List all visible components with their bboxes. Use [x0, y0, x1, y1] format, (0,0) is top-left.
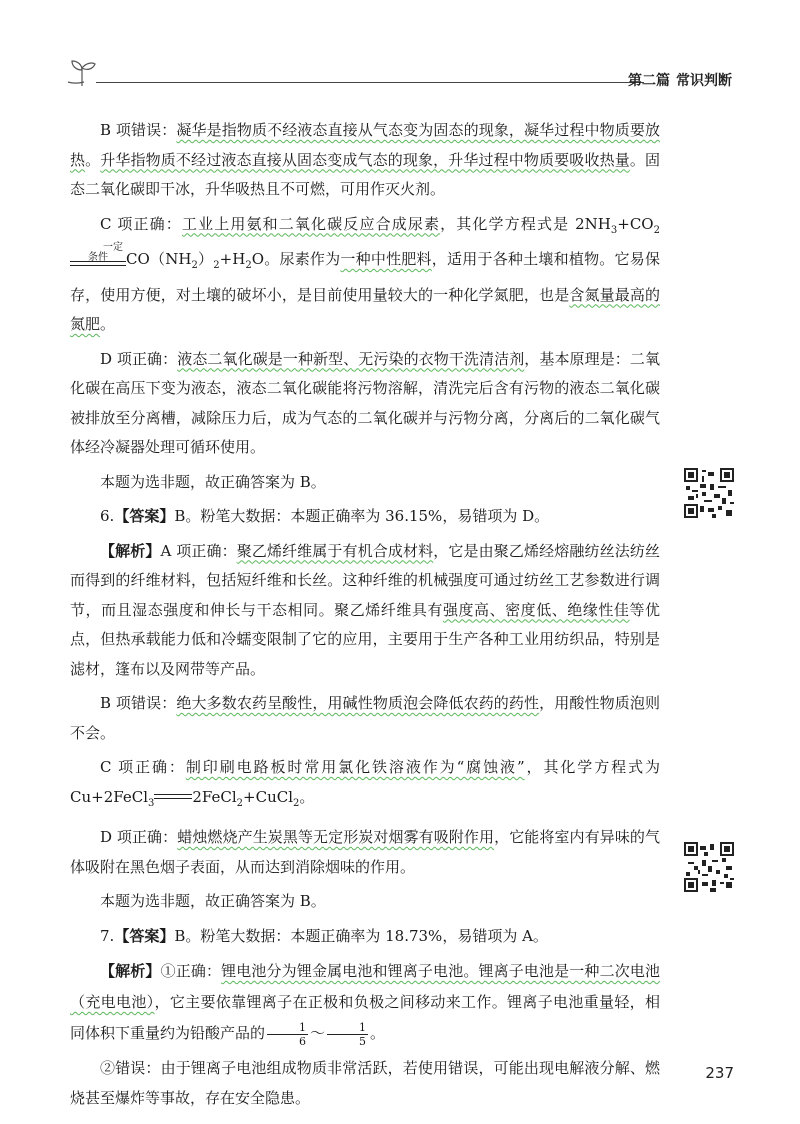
text: ，它能将室内有异味的气体吸附在黑色烟子表面，从而达到消除烟味的作用。: [70, 828, 660, 876]
analysis-q7-2: [70, 1054, 660, 1113]
formula-part: 2NH: [575, 214, 611, 233]
analysis-label: 【解析】: [100, 541, 161, 560]
key-point: 强度高、密度低、绝缘性佳: [442, 600, 630, 619]
formula-part: ）: [197, 250, 214, 268]
header-part: 第二篇: [628, 73, 670, 89]
formula-part: CO（NH: [126, 250, 192, 268]
key-point: 工业上用氨和二氧化碳反应合成尿素: [181, 214, 441, 233]
ferric-chloride-equation: [70, 787, 315, 809]
header-rule: [96, 82, 644, 83]
subscript: 2: [293, 797, 300, 809]
subscript: 2: [213, 260, 220, 271]
text: 。: [85, 150, 101, 169]
text: 。: [370, 1024, 386, 1042]
text: ，其化学方程式是: [440, 214, 570, 233]
header-title-text: 常识判断: [676, 73, 732, 89]
formula-part: +H: [219, 250, 246, 268]
numerator: 1: [267, 1021, 308, 1035]
subscript: 3: [148, 797, 155, 809]
text: ，它主要依靠锂离子在正极和负极之间移动来工作。锂离子电池重量轻，相同体积下重量约为铅酸产品的: [70, 993, 660, 1042]
analysis-q7-1: [70, 956, 660, 1049]
conclusion-q5: 本题为选非题，故正确答案为 B。: [100, 472, 326, 491]
analysis-q6-c: [70, 753, 660, 818]
sprout-icon: [64, 58, 100, 88]
equals-sign: [154, 794, 192, 799]
key-point: 液态二氧化碳是一种新型、无污染的衣物干洗清洁剂: [177, 349, 525, 368]
fraction-one-fifth: [327, 1021, 368, 1048]
key-point: 升华指物质不经过液态直接从固态变成气态的现象，升华过程中物质要吸收热量: [100, 150, 630, 169]
formula-part: 2FeCl: [192, 787, 237, 806]
key-point: 制印刷电路板时常用氯化铁溶液作为“腐蚀液”: [185, 758, 525, 776]
subscript: 3: [610, 224, 618, 236]
formula-part: 。: [299, 787, 315, 806]
text: ，用酸性物质泡则不会。: [70, 694, 660, 742]
key-point: 绝大多数农药呈酸性，用碱性物质泡会降低农药的药性: [176, 694, 540, 712]
item-lead: B 项错误：: [100, 694, 177, 712]
item-lead: D 项正确：: [100, 349, 178, 368]
text: 由于锂离子电池组成物质非常活跃，若使用错误，可能出现电解液分解、燃烧甚至爆炸等事故，存在安全隐患。: [70, 1059, 660, 1107]
page-number: 237: [705, 1064, 734, 1082]
denominator: 5: [359, 1034, 367, 1048]
formula-part: O。尿素作为: [251, 250, 341, 268]
text: 等优点，但热承载能力低和冷蠕变限制了它的应用，主要用于生产各种工业用纺织品，特别是滤材，篷布以及网带等产品。: [70, 600, 660, 678]
formula-part: +CO: [617, 214, 654, 233]
item-lead: A 项正确：: [160, 541, 237, 560]
answer-q6: [70, 502, 660, 532]
answer-label: 【答案】: [114, 926, 175, 945]
paragraph-c-correct: [70, 210, 660, 340]
formula-part: +CuCl: [243, 787, 294, 806]
item-lead: C 项正确：: [100, 214, 182, 233]
subscript: 2: [245, 260, 252, 271]
range-tilde: ～: [310, 1024, 326, 1042]
answer-text: B。粉笔大数据：本题正确率为 36.15%，易错项为 D。: [174, 507, 550, 525]
key-point: 一种中性肥料: [340, 250, 432, 268]
subscript: 2: [653, 224, 660, 236]
paragraph-b-error: [70, 116, 660, 205]
text: 。固态二氧化碳即干冰，升华吸热且不可燃，可用作灭火剂。: [70, 150, 660, 198]
page-body: [70, 116, 660, 1118]
key-point: 蜡烛燃烧产生炭黑等无定形炭对烟雾有吸附作用: [177, 828, 495, 846]
question-number: 6.: [100, 507, 115, 525]
paragraph-d-correct: [70, 345, 660, 463]
analysis-label: 【解析】: [100, 962, 161, 980]
qr-code-icon[interactable]: [684, 842, 734, 892]
item-lead: C 项正确：: [100, 758, 186, 776]
text: ，基本原理是：二氧化碳在高压下变为液态，液态二氧化碳能将污物溶解，清洗完后含有污物的液态二氧化碳被排放至分离槽，减除压力后，成为气态的二氧化碳并与污物分离，分离后的二氧化碳气体经冷凝器处理可循环使用。: [70, 349, 660, 456]
condition-text: 一定条件: [88, 242, 123, 263]
item-lead: D 项正确：: [100, 828, 178, 846]
key-point: 锂电池分为锂金属电池和锂离子电池。锂离子电池是一种二次电池（充电电池）: [70, 962, 660, 1011]
question-number: 7.: [100, 926, 115, 945]
header-section-title: [622, 70, 732, 90]
answer-label: 【答案】: [114, 507, 175, 525]
subscript: 2: [236, 797, 244, 809]
reaction-condition: [70, 242, 126, 266]
answer-text: B。粉笔大数据：本题正确率为 18.73%，易错项为 A。: [174, 926, 548, 945]
item-lead: ①正确：: [160, 962, 222, 980]
formula-part: Cu+2FeCl: [70, 787, 148, 806]
answer-q7: [70, 922, 660, 952]
key-point: 凝华是指物质不经液态直接从气态变为固态的现象，凝华过程中物质要放热: [70, 121, 660, 169]
analysis-q6-b: [70, 689, 660, 748]
conclusion-q6: 本题为选非题，故正确答案为 B。: [100, 892, 326, 910]
analysis-q6-d: [70, 823, 660, 882]
text: ，它是由聚乙烯经熔融纺丝法纺丝而得到的纤维材料，包括短纤维和长丝。这种纤维的机械强度可通过纺丝工艺参数进行调节，而且湿态强度和伸长与干态相同。聚乙烯纤维具有: [70, 541, 660, 619]
item-lead: B 项错误：: [100, 121, 177, 139]
key-point: 含氮量最高的氮肥: [70, 285, 660, 333]
fraction-one-sixth: [267, 1021, 308, 1048]
text: ，其化学方程式为: [524, 758, 660, 776]
denominator: 6: [299, 1034, 307, 1048]
item-lead: ②错误：: [100, 1059, 161, 1077]
text: 。: [100, 315, 116, 333]
key-point: 聚乙烯纤维属于有机合成材料: [236, 541, 434, 560]
numerator: 1: [327, 1021, 368, 1035]
running-header: [40, 58, 740, 98]
analysis-q6-a: [70, 537, 660, 685]
text: ，适用于各种土壤和植物。它易保存，使用方便，对土壤的破坏小，是目前使用量较大的一种化学氮肥，也是: [70, 250, 660, 304]
subscript: 2: [191, 260, 198, 271]
qr-code-icon[interactable]: [684, 468, 734, 518]
